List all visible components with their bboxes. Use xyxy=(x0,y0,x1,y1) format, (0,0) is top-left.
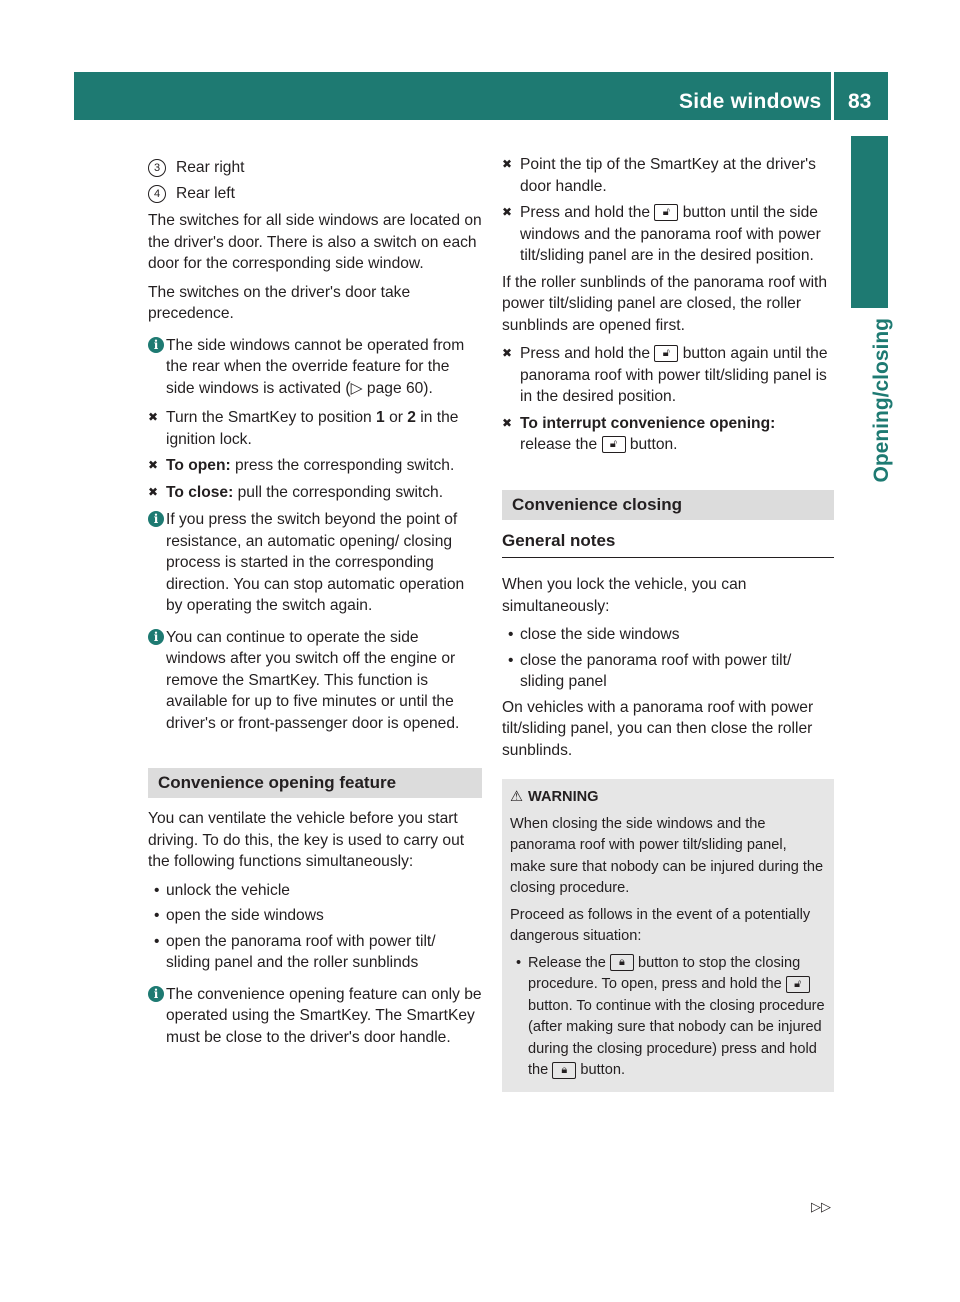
page-number: 83 xyxy=(848,90,872,113)
info-note: i You can continue to operate the side windows after you switch off the engine or remove the SmartKey. This function is available for up to five minutes or until the driver's or front-passenger door is opened. xyxy=(148,627,482,735)
step: ✖ Press and hold the 🔓︎ button until the side windows and the panorama roof with power tilt/sliding panel are in the desired position. xyxy=(502,204,821,264)
right-column xyxy=(502,154,834,1092)
step: ✖ To close: pull the corresponding switch. xyxy=(148,482,482,504)
info-note: i If you press the switch beyond the point of resistance, an automatic opening/ closing process is started in the corresponding direction. You can stop automatic operation by operating the switch again. xyxy=(148,509,482,617)
info-icon: i xyxy=(148,511,164,527)
paragraph: The switches for all side windows are located on the driver's door. There is also a switch on each door for the corresponding side window. xyxy=(148,212,482,272)
paragraph: The switches on the driver's door take precedence. xyxy=(148,283,411,322)
step: ✖ Press and hold the 🔓︎ button again until the panorama roof with power tilt/sliding panel is in the desired position. xyxy=(502,345,828,405)
list-item: • unlock the vehicle xyxy=(154,881,290,899)
step-arrow-icon: ✖ xyxy=(502,157,513,171)
step: ✖ Point the tip of the SmartKey at the driver's door handle. xyxy=(502,156,816,195)
lock-icon: 🔒︎ xyxy=(552,1062,576,1079)
number-4-icon: 4 xyxy=(148,185,166,203)
info-note: i The convenience opening feature can only be operated using the SmartKey. The SmartKey must be close to the driver's door handle. xyxy=(148,984,482,1049)
paragraph: If the roller sunblinds of the panorama roof with power tilt/sliding panel are closed, the roller sunblinds are opened first. xyxy=(502,273,828,334)
unlock-icon: 🔓︎ xyxy=(786,976,810,993)
list-item: • close the panorama roof with power tilt/ sliding panel xyxy=(508,651,792,690)
list-item: • close the side windows xyxy=(508,626,680,643)
number-3-icon: 3 xyxy=(148,159,166,177)
list-item: 3 Rear right xyxy=(148,157,482,179)
section-heading: Convenience opening feature xyxy=(148,768,482,798)
step-arrow-icon: ✖ xyxy=(148,458,159,472)
list-item: • open the side windows xyxy=(154,907,324,924)
warning-list-item: • Release the 🔒︎ button to stop the closing procedure. To open, press and hold the 🔓︎ button. To continue with the closing procedure (after making sure that nobody can be injured during the closing procedure) press and hold the 🔒︎ button. xyxy=(516,954,825,1078)
paragraph: On vehicles with a panorama roof with power tilt/sliding panel, you can then close the roller sunblinds. xyxy=(502,698,814,759)
warning-heading: ⚠︎ WARNING xyxy=(510,787,826,809)
info-icon: i xyxy=(148,629,164,645)
step: ✖ To open: press the corresponding switch. xyxy=(148,455,482,477)
header-separator xyxy=(831,72,834,120)
section-heading: Convenience closing xyxy=(502,490,834,520)
paragraph: You can ventilate the vehicle before you start driving. To do this, the key is used to carry out the following functions simultaneously: xyxy=(148,810,465,870)
info-note: i The side windows cannot be operated from the rear when the override feature for the side windows is activated (▷ page 60). xyxy=(148,335,482,400)
subheading: General notes xyxy=(502,530,834,559)
step-arrow-icon: ✖ xyxy=(148,484,159,499)
page-title: Side windows xyxy=(679,90,822,113)
continued-marker: ▷▷ xyxy=(811,1199,831,1214)
step: ✖ Turn the SmartKey to position 1 or 2 in the ignition lock. xyxy=(148,409,459,448)
step-arrow-icon: ✖ xyxy=(502,415,513,430)
lock-icon: 🔒︎ xyxy=(610,954,634,971)
warning-icon: ⚠︎ xyxy=(510,789,524,805)
left-column xyxy=(148,157,482,1056)
paragraph: When you lock the vehicle, you can simultaneously: xyxy=(502,576,747,615)
info-icon: i xyxy=(148,337,164,353)
step-arrow-icon: ✖ xyxy=(502,346,513,360)
unlock-icon: 🔓︎ xyxy=(654,204,678,221)
unlock-icon: 🔓︎ xyxy=(602,436,626,453)
chapter-tab xyxy=(851,136,888,308)
warning-box xyxy=(502,779,834,1092)
unlock-icon: 🔓︎ xyxy=(654,345,678,362)
list-item: • open the panorama roof with power tilt/ sliding panel and the roller sunblinds xyxy=(154,932,436,971)
step: ✖ To interrupt convenience opening: release the 🔓︎ button. xyxy=(502,414,776,453)
info-icon: i xyxy=(148,986,164,1002)
warning-paragraph: Proceed as follows in the event of a potentially dangerous situation: xyxy=(510,906,811,944)
list-item: 4 Rear left xyxy=(148,183,482,205)
step-arrow-icon: ✖ xyxy=(148,410,159,424)
chapter-label: Opening/closing xyxy=(870,318,893,483)
warning-paragraph: When closing the side windows and the panorama roof with power tilt/sliding panel, make sure that nobody can be injured during the closing procedure. xyxy=(510,815,824,896)
step-arrow-icon: ✖ xyxy=(502,205,513,219)
